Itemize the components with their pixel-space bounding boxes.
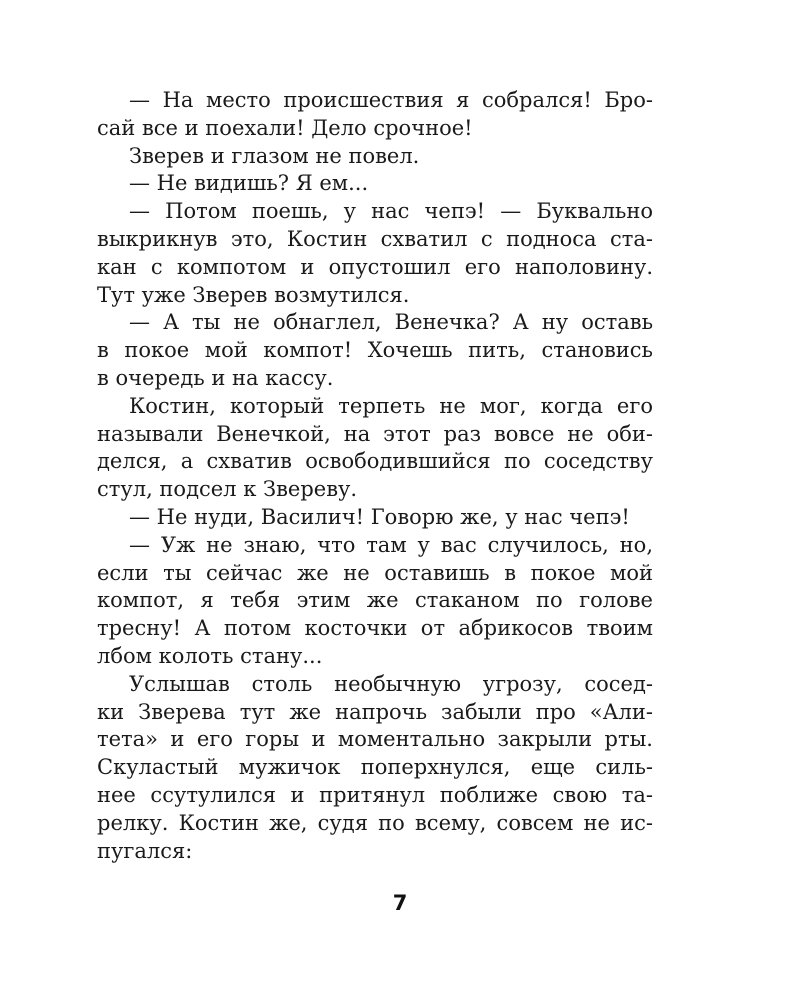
paragraph: [97, 504, 653, 532]
text-line: в очередь и на кассу.: [97, 365, 334, 390]
text-line: Зверев и глазом не повел.: [129, 143, 420, 168]
text-line: лбом колоть стану...: [97, 643, 323, 668]
text-line: Услышав столь необычную угрозу, сосед-: [129, 671, 653, 696]
paragraph: [97, 87, 653, 143]
text-line: называли Венечкой, на этот раз вовсе не оби-: [97, 421, 653, 446]
paragraph: [97, 143, 653, 171]
paragraph: [97, 532, 653, 671]
paragraph: [97, 198, 653, 309]
paragraph: [97, 671, 653, 866]
page-number: 7: [392, 891, 408, 915]
text-line: делся, а схватив освободившийся по соседству: [97, 449, 653, 474]
paragraph: [97, 309, 653, 392]
text-line: в покое мой компот! Хочешь пить, становись: [97, 338, 653, 363]
text-line: — Потом поешь, у нас чепэ! — Буквально: [129, 199, 653, 224]
text-line: — Не нуди, Василич! Говорю же, у нас чепэ!: [129, 504, 630, 529]
paragraph: [97, 170, 653, 198]
body-text: [97, 87, 653, 865]
text-line: выкрикнув это, Костин схватил с подноса ста-: [97, 226, 653, 251]
paragraph: [97, 393, 653, 504]
text-line: тресну! А потом косточки от абрикосов твоим: [97, 616, 653, 641]
text-line: — Не видишь? Я ем...: [129, 171, 369, 196]
text-line: ки Зверева тут же напрочь забыли про «Али-: [97, 699, 653, 724]
text-line: тета» и его горы и моментально закрыли рты.: [97, 727, 653, 752]
text-line: Костин, который терпеть не мог, когда его: [129, 393, 653, 418]
text-line: компот, я тебя этим же стаканом по голове: [97, 588, 653, 613]
text-line: релку. Костин же, судя по всему, совсем не ис-: [97, 810, 653, 835]
text-line: Тут уже Зверев возмутился.: [97, 282, 410, 307]
text-line: Скуластый мужичок поперхнулся, еще силь-: [97, 755, 653, 780]
text-line: стул, подсел к Звереву.: [97, 477, 358, 502]
text-line: — А ты не обнаглел, Венечка? А ну оставь: [129, 310, 653, 335]
text-line: сай все и поехали! Дело срочное!: [97, 115, 473, 140]
text-line: пугался:: [97, 838, 193, 863]
text-line: если ты сейчас же не оставишь в покое мой: [97, 560, 653, 585]
text-line: — На место происшествия я собрался! Бро-: [129, 88, 653, 112]
text-line: — Уж не знаю, что там у вас случилось, но,: [129, 532, 653, 557]
text-line: кан с компотом и опустошил его наполовину.: [97, 254, 653, 279]
text-line: нее ссутулился и притянул поближе свою та-: [97, 782, 653, 807]
